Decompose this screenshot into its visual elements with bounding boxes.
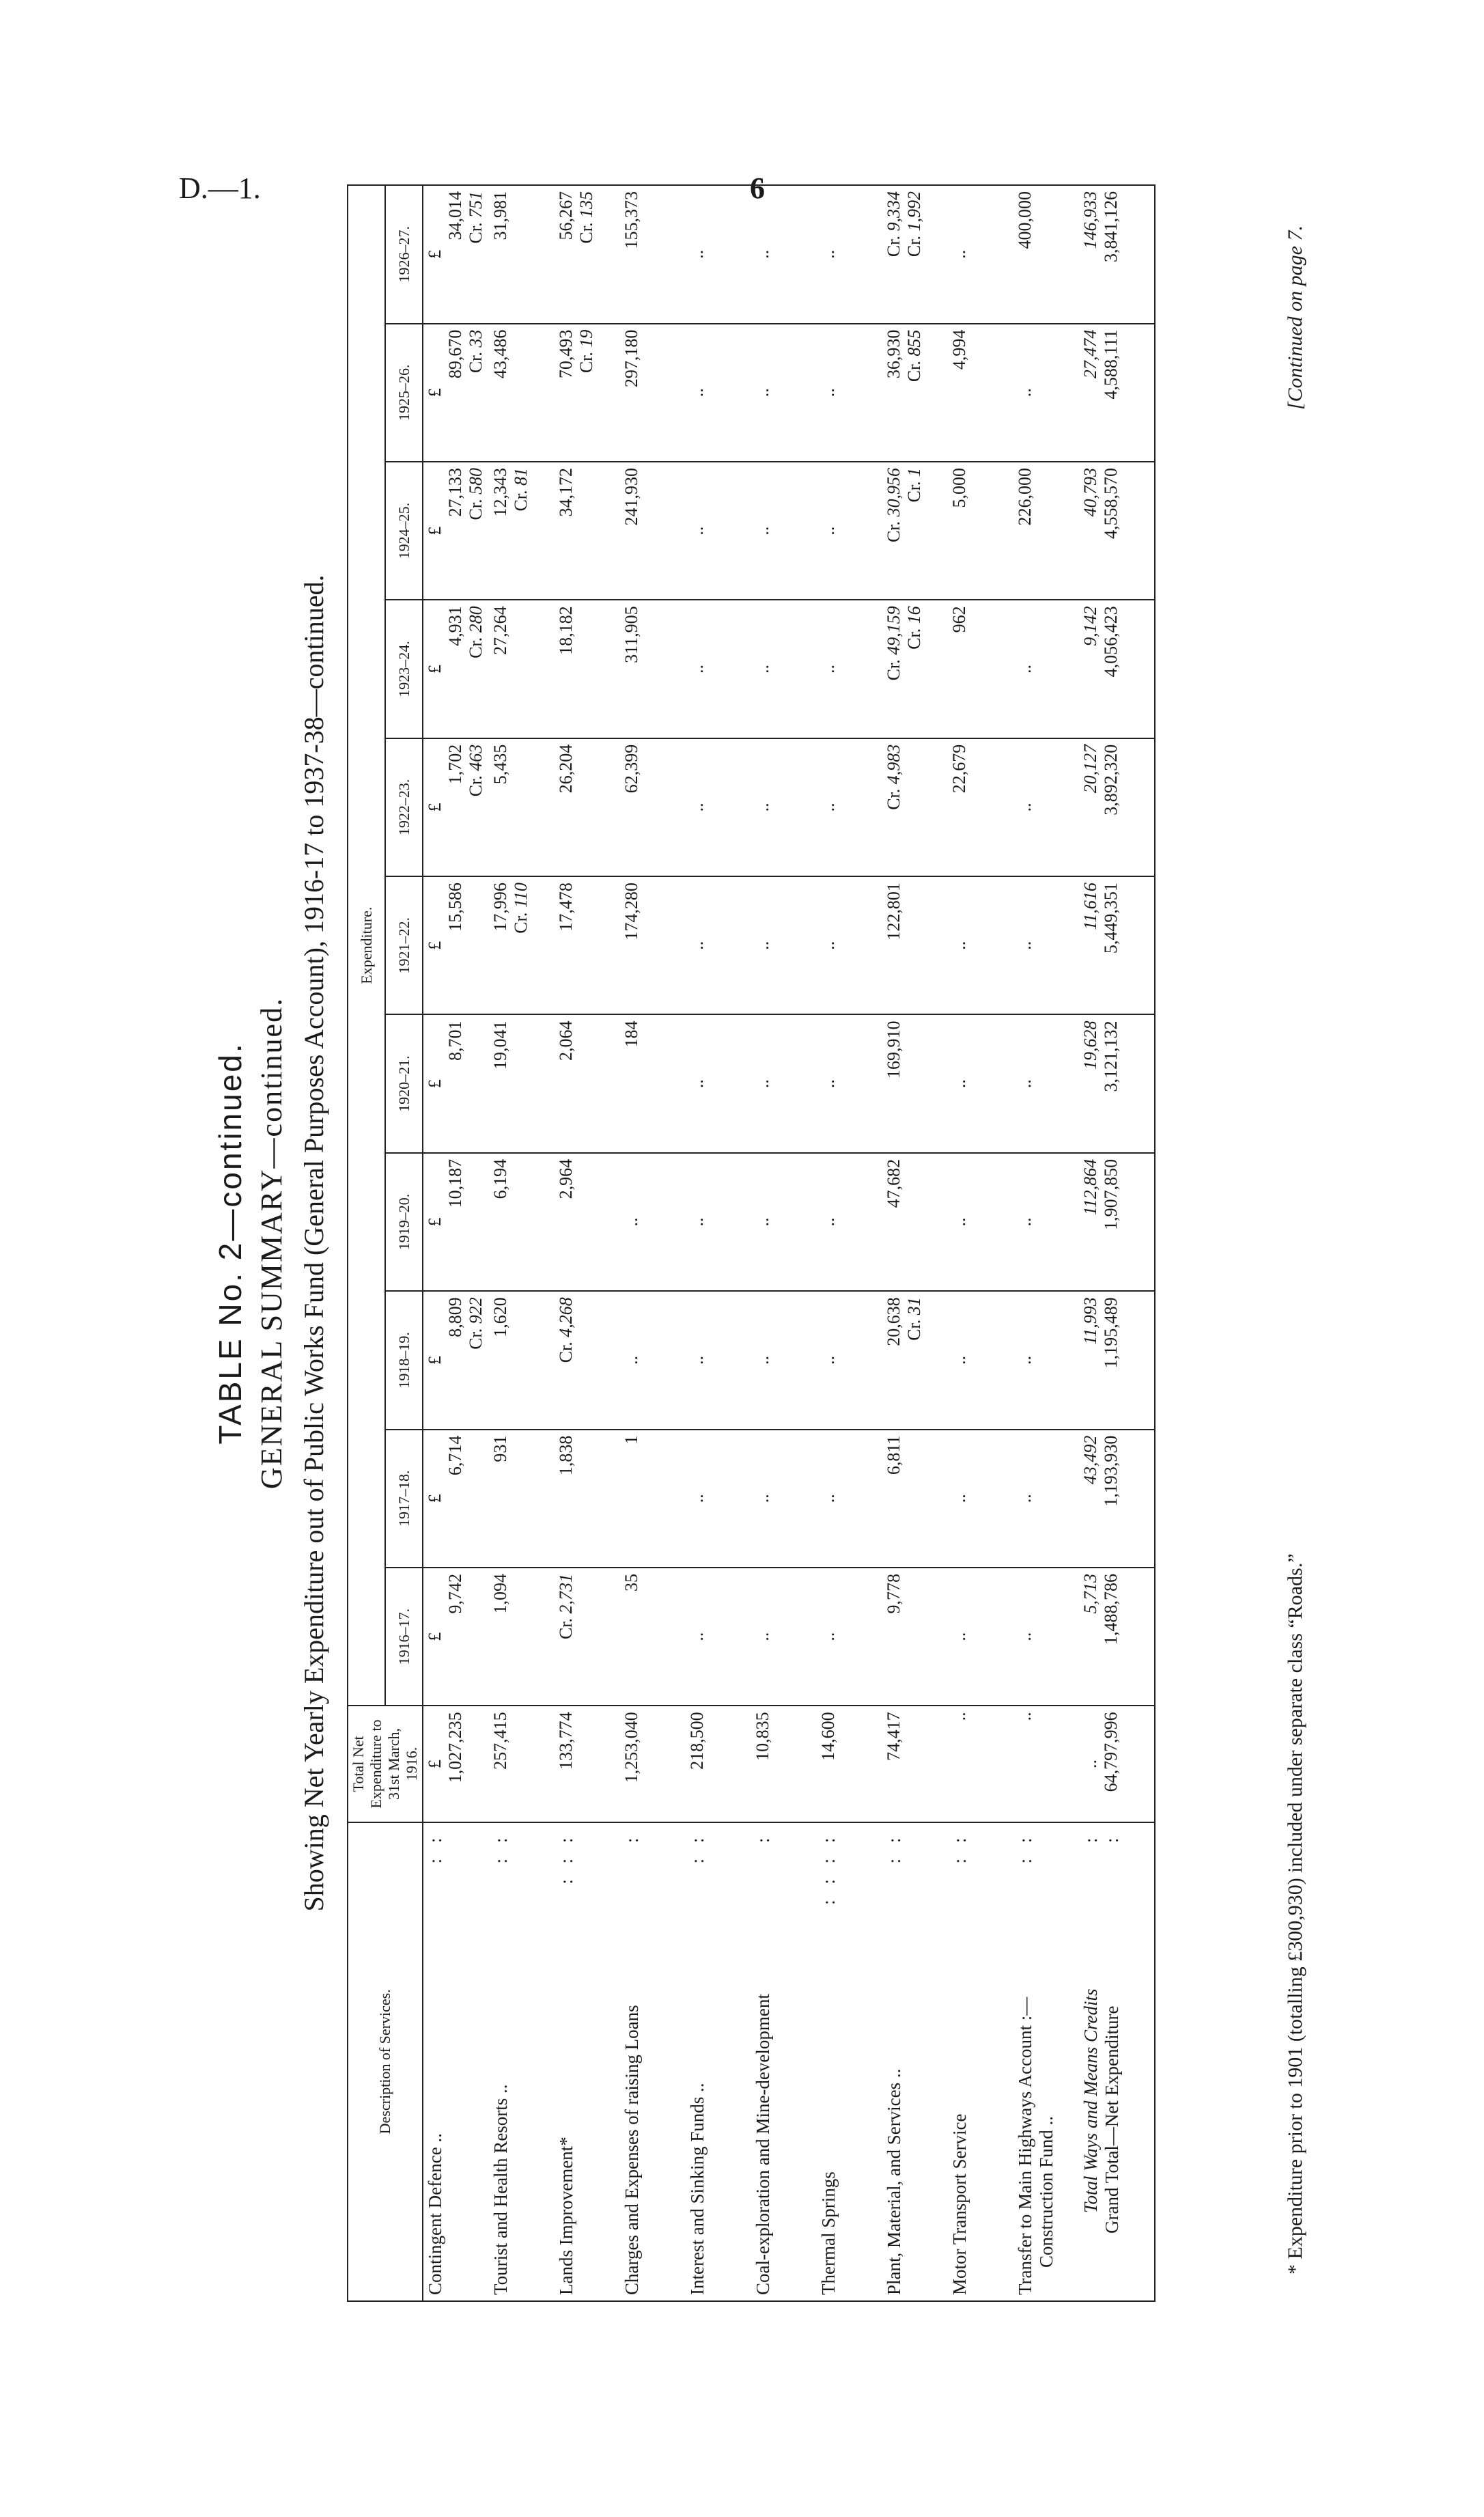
pound-sign: £ [425, 388, 445, 398]
year-value-cell: .. [686, 185, 751, 324]
year-value-cell: £ 10,187 [423, 1153, 489, 1291]
year-value-cell: 36,930 Cr. 855 [882, 324, 948, 462]
year-value-cell: .. [948, 876, 1013, 1014]
pound-sign: £ [425, 1494, 445, 1503]
year-value-cell: 4,994 [948, 324, 1013, 462]
year-value-cell: .. [1013, 324, 1079, 462]
year-value-cell: .. [948, 185, 1013, 324]
year-value-cell: £ 34,014 Cr. 751 [423, 185, 489, 324]
year-header: 1921–22. [385, 876, 423, 1014]
year-value-cell: .. [751, 1291, 817, 1429]
table-row [686, 185, 751, 2301]
table-row [1013, 185, 1079, 2301]
year-total-cell: 20,127 3,892,320 [1079, 738, 1155, 876]
year-value-cell: 931 [489, 1430, 555, 1568]
year-value-cell: .. [751, 738, 817, 876]
year-header: 1920–21. [385, 1014, 423, 1152]
pound-sign: £ [425, 941, 445, 950]
year-value-cell: .. [948, 1568, 1013, 1706]
year-value-cell: .. [817, 1568, 882, 1706]
service-description: Contingent Defence .. : : [423, 1822, 489, 2301]
year-total-cell: 27,474 4,588,111 [1079, 324, 1155, 462]
year-value-cell: .. [1013, 876, 1079, 1014]
total-to-1916-cell: 74,417 [882, 1706, 948, 1822]
year-header: 1925–26. [385, 324, 423, 462]
year-value-cell: 241,930 [620, 462, 686, 600]
year-value-cell: .. [817, 1430, 882, 1568]
year-value-cell: 17,996 Cr. 110 [489, 876, 555, 1014]
table-title: TABLE No. 2—continued. [212, 1042, 248, 1445]
service-description: Interest and Sinking Funds .. : : [686, 1822, 751, 2301]
year-value-cell: £ 4,931 Cr. 280 [423, 600, 489, 738]
year-value-cell: £ 8,809 Cr. 922 [423, 1291, 489, 1429]
year-value-cell: .. [1013, 1291, 1079, 1429]
year-value-cell: 31,981 [489, 185, 555, 324]
page-reference: D.—1. [179, 171, 261, 205]
desc-header: Description of Services. [348, 1822, 423, 2301]
year-value-cell: £ 9,742 [423, 1568, 489, 1706]
year-value-cell: .. [817, 185, 882, 324]
year-value-cell: .. [751, 1014, 817, 1152]
year-value-cell: 6,194 [489, 1153, 555, 1291]
table-row [751, 185, 817, 2301]
year-value-cell: £ 8,701 [423, 1014, 489, 1152]
year-value-cell: .. [817, 876, 882, 1014]
year-value-cell: .. [686, 1014, 751, 1152]
year-value-cell: .. [751, 876, 817, 1014]
year-value-cell: 27,264 [489, 600, 555, 738]
year-value-cell: Cr. 9,334 Cr. 1,992 [882, 185, 948, 324]
year-value-cell: .. [751, 600, 817, 738]
total-to-1916-cell: 1,253,040 [620, 1706, 686, 1822]
year-value-cell: £ 15,586 [423, 876, 489, 1014]
year-value-cell: 155,373 [620, 185, 686, 324]
page-number: 6 [750, 171, 765, 205]
table-row [555, 185, 620, 2301]
total-to-1916-cell: 218,500 [686, 1706, 751, 1822]
year-value-cell: .. [686, 600, 751, 738]
service-description: Plant, Material, and Services .. : : [882, 1822, 948, 2301]
year-value-cell: 56,267 Cr. 135 [555, 185, 620, 324]
year-value-cell: Cr. 30,956 Cr. 1 [882, 462, 948, 600]
expenditure-table [347, 184, 1156, 2302]
pound-sign: £ [425, 249, 445, 259]
year-value-cell: .. [686, 1291, 751, 1429]
year-value-cell: 400,000 [1013, 185, 1079, 324]
rotated-table-page [212, 184, 1332, 2302]
year-value-cell: 47,682 [882, 1153, 948, 1291]
service-description: Transfer to Main Highways Account :— Construction Fund .. : : [1013, 1822, 1079, 2301]
year-value-cell: £ 6,714 [423, 1430, 489, 1568]
year-header: 1923–24. [385, 600, 423, 738]
year-header: 1924–25. [385, 462, 423, 600]
total-to-1916-cell: 10,835 [751, 1706, 817, 1822]
pound-sign: £ [425, 803, 445, 812]
year-value-cell: .. [686, 738, 751, 876]
total-to-1916-cell: 257,415 [489, 1706, 555, 1822]
table-row [882, 185, 948, 2301]
year-value-cell: 5,435 [489, 738, 555, 876]
year-value-cell: .. [817, 462, 882, 600]
year-value-cell: .. [686, 1430, 751, 1568]
year-value-cell: .. [751, 324, 817, 462]
year-value-cell: .. [948, 1153, 1013, 1291]
year-value-cell: .. [817, 600, 882, 738]
service-description: Tourist and Health Resorts .. : : [489, 1822, 555, 2301]
year-value-cell: 9,778 [882, 1568, 948, 1706]
year-value-cell: .. [751, 185, 817, 324]
table-row [489, 185, 555, 2301]
year-value-cell: .. [751, 462, 817, 600]
year-value-cell: 17,478 [555, 876, 620, 1014]
year-total-cell: 11,993 1,195,489 [1079, 1291, 1155, 1429]
year-value-cell: 43,486 [489, 324, 555, 462]
year-value-cell: 34,172 [555, 462, 620, 600]
service-description: Thermal Springs : : : : [817, 1822, 882, 2301]
service-description: Lands Improvement* : : : [555, 1822, 620, 2301]
table-row [817, 185, 882, 2301]
year-value-cell: .. [817, 324, 882, 462]
year-value-cell: 2,964 [555, 1153, 620, 1291]
year-header: 1916–17. [385, 1568, 423, 1706]
year-value-cell: .. [686, 876, 751, 1014]
year-value-cell: 26,204 [555, 738, 620, 876]
year-value-cell: .. [817, 1291, 882, 1429]
pound-sign: £ [425, 1632, 445, 1641]
year-value-cell: 962 [948, 600, 1013, 738]
year-value-cell: 226,000 [1013, 462, 1079, 600]
year-value-cell: Cr. 4,983 [882, 738, 948, 876]
pound-sign: £ [425, 1079, 445, 1089]
year-header: 1926–27. [385, 185, 423, 324]
year-value-cell: £ 1,702 Cr. 463 [423, 738, 489, 876]
year-value-cell: 297,180 [620, 324, 686, 462]
pound-sign: £ [425, 526, 445, 536]
year-value-cell: 1 [620, 1430, 686, 1568]
table-row [423, 185, 489, 2301]
total-to-1916-cell: .. [948, 1706, 1013, 1822]
year-value-cell: .. [686, 324, 751, 462]
year-value-cell: .. [1013, 1568, 1079, 1706]
totals-description: Total Ways and Means Credits Grand Total—Net Expenditure : : [1079, 1822, 1155, 2301]
year-value-cell: .. [686, 1568, 751, 1706]
year-value-cell: 22,679 [948, 738, 1013, 876]
pound-sign: £ [425, 1217, 445, 1227]
year-total-cell: 19,628 3,121,132 [1079, 1014, 1155, 1152]
year-total-cell: 112,864 1,907,850 [1079, 1153, 1155, 1291]
year-value-cell: .. [1013, 738, 1079, 876]
year-total-cell: 9,142 4,056,423 [1079, 600, 1155, 738]
year-value-cell: 35 [620, 1568, 686, 1706]
year-value-cell: .. [751, 1153, 817, 1291]
year-value-cell: 311,905 [620, 600, 686, 738]
year-total-cell: 43,492 1,193,930 [1079, 1430, 1155, 1568]
totals-row [1079, 185, 1155, 2301]
year-value-cell: .. [620, 1153, 686, 1291]
year-value-cell: 5,000 [948, 462, 1013, 600]
year-value-cell: 1,094 [489, 1568, 555, 1706]
year-value-cell: 12,343 Cr. 81 [489, 462, 555, 600]
year-value-cell: 184 [620, 1014, 686, 1152]
service-description: Coal-exploration and Mine-development : [751, 1822, 817, 2301]
year-value-cell: 1,620 [489, 1291, 555, 1429]
year-value-cell: 20,638 Cr. 31 [882, 1291, 948, 1429]
year-value-cell: £ 27,133 Cr. 580 [423, 462, 489, 600]
year-header: 1919–20. [385, 1153, 423, 1291]
year-value-cell: 169,910 [882, 1014, 948, 1152]
year-total-cell: 5,713 1,488,786 [1079, 1568, 1155, 1706]
year-value-cell: 70,493 Cr. 19 [555, 324, 620, 462]
table-row [948, 185, 1013, 2301]
year-header: 1918–19. [385, 1291, 423, 1429]
year-value-cell: 2,064 [555, 1014, 620, 1152]
table-subtitle: GENERAL SUMMARY—continued. [255, 997, 288, 1490]
year-value-cell: .. [817, 1014, 882, 1152]
year-header: 1917–18. [385, 1430, 423, 1568]
year-value-cell: .. [686, 1153, 751, 1291]
year-value-cell: 62,399 [620, 738, 686, 876]
year-total-cell: 40,793 4,558,570 [1079, 462, 1155, 600]
year-value-cell: 6,811 [882, 1430, 948, 1568]
year-value-cell: Cr. 2,731 [555, 1568, 620, 1706]
year-value-cell: Cr. 4,268 [555, 1291, 620, 1429]
year-value-cell: .. [948, 1430, 1013, 1568]
table-row [620, 185, 686, 2301]
year-value-cell: .. [948, 1014, 1013, 1152]
continued-note: [Continued on page 7. [1284, 225, 1306, 410]
totals-cell: .. 64,797,996 [1079, 1706, 1155, 1822]
total-to-1916-cell: 14,600 [817, 1706, 882, 1822]
year-value-cell: .. [817, 1153, 882, 1291]
pound-sign: £ [425, 1355, 445, 1365]
pound-sign: £ [425, 665, 445, 674]
year-value-cell: Cr. 49,159 Cr. 16 [882, 600, 948, 738]
year-value-cell: .. [620, 1291, 686, 1429]
year-value-cell: 1,838 [555, 1430, 620, 1568]
year-value-cell: .. [948, 1291, 1013, 1429]
year-value-cell: .. [817, 738, 882, 876]
year-value-cell: 18,182 [555, 600, 620, 738]
pound-sign: £ [425, 1760, 445, 1768]
year-value-cell: .. [1013, 1014, 1079, 1152]
year-value-cell: 19,041 [489, 1014, 555, 1152]
expenditure-header: Expenditure. [348, 185, 385, 1706]
total-header: Total Net Expenditure to 31st March, 1916. [348, 1706, 423, 1822]
total-to-1916-cell: £ 1,027,235 [423, 1706, 489, 1822]
year-value-cell: 122,801 [882, 876, 948, 1014]
year-header: 1922–23. [385, 738, 423, 876]
year-total-cell: 146,933 3,841,126 [1079, 185, 1155, 324]
year-value-cell: 174,280 [620, 876, 686, 1014]
year-total-cell: 11,616 5,449,351 [1079, 876, 1155, 1014]
total-to-1916-cell: .. [1013, 1706, 1079, 1822]
year-value-cell: .. [686, 462, 751, 600]
table-caption: Showing Net Yearly Expenditure out of Public Works Fund (General Purposes Account), 1916-17 to 1937-38—continued. [298, 574, 329, 1912]
year-value-cell: £ 89,670 Cr. 33 [423, 324, 489, 462]
year-value-cell: .. [1013, 1430, 1079, 1568]
year-value-cell: .. [751, 1430, 817, 1568]
service-description: Motor Transport Service : : [948, 1822, 1013, 2301]
service-description: Charges and Expenses of raising Loans : [620, 1822, 686, 2301]
total-to-1916-cell: 133,774 [555, 1706, 620, 1822]
footnote: * Expenditure prior to 1901 (totalling £300,930) included under separate class “Roads.” [1284, 1553, 1306, 2275]
year-value-cell: .. [1013, 1153, 1079, 1291]
year-value-cell: .. [751, 1568, 817, 1706]
year-value-cell: .. [1013, 600, 1079, 738]
